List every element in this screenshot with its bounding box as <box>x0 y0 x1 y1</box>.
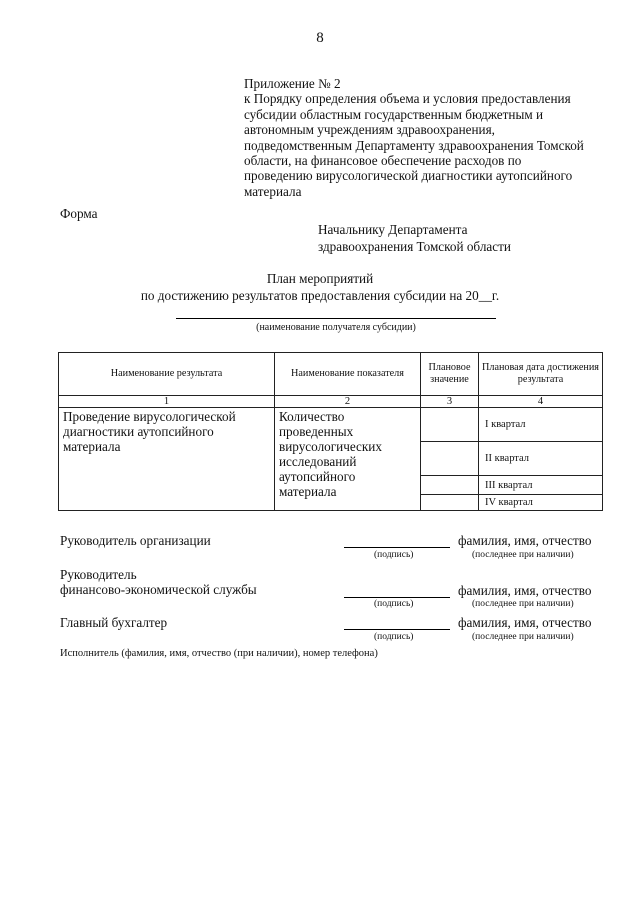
column-number: 1 <box>59 396 275 408</box>
appendix-line: к Порядку определения объема и условия предоставления <box>244 91 571 107</box>
appendix-header <box>244 76 614 199</box>
signature-caption: (подпись) <box>374 599 414 609</box>
plan-subtitle: по достижению результатов предоставления субсидии на 20__г. <box>140 288 500 303</box>
planned-value-cell <box>421 495 479 511</box>
finance-name-text: фамилия, имя, отчество <box>458 583 592 598</box>
recipient-name-line <box>176 318 496 319</box>
appendix-line: проведению вирусологической диагностики аутопсийного <box>244 168 573 184</box>
column-number: 3 <box>421 396 479 408</box>
signature-caption: (подпись) <box>374 550 414 560</box>
quarter-cell: III квартал <box>479 476 603 495</box>
plan-table <box>58 352 603 511</box>
addressee <box>318 221 511 255</box>
quarter-cell: II квартал <box>479 442 603 476</box>
name-caption: (последнее при наличии) <box>472 632 574 642</box>
planned-value-cell <box>421 408 479 442</box>
finance-signature-line <box>344 597 450 598</box>
addressee-line1: Начальнику Департамента <box>318 222 468 237</box>
finance-head-label <box>60 567 257 597</box>
header-result-name: Наименование результата <box>59 353 275 396</box>
result-name-cell: Проведение вирусологической диагностики аутопсийного материала <box>59 408 275 511</box>
finance-label-line2: финансово-экономической службы <box>60 582 257 597</box>
appendix-line: области, на финансовое обеспечение расходов по <box>244 153 522 169</box>
header-planned-date: Плановая дата достижения результата <box>479 353 603 396</box>
head-signature-line <box>344 547 450 548</box>
executor-line: Исполнитель (фамилия, имя, отчество (при наличии), номер телефона) <box>60 648 378 659</box>
recipient-caption: (наименование получателя субсидии) <box>256 322 416 333</box>
planned-value-cell <box>421 476 479 495</box>
accountant-signature-line <box>344 629 450 630</box>
appendix-line: подведомственным Департаменту здравоохранения Томской <box>244 137 584 153</box>
signature-caption: (подпись) <box>374 632 414 642</box>
accountant-label: Главный бухгалтер <box>60 615 168 630</box>
name-caption: (последнее при наличии) <box>472 550 574 560</box>
appendix-line: материала <box>244 183 302 199</box>
page-number: 8 <box>316 30 324 46</box>
plan-title-block <box>0 270 640 304</box>
appendix-line: Приложение № 2 <box>244 76 341 91</box>
indicator-name-cell: Количество проведенных вирусологических исследований аутопсийного материала <box>275 408 421 511</box>
appendix-line: субсидии областным государственным бюджетным и <box>244 106 544 122</box>
quarter-cell: I квартал <box>479 408 603 442</box>
plan-title: План мероприятий <box>266 271 374 286</box>
accountant-name-text: фамилия, имя, отчество <box>458 615 592 630</box>
finance-label-line1: Руководитель <box>60 567 137 582</box>
column-number: 4 <box>479 396 603 408</box>
quarter-cell: IV квартал <box>479 495 603 511</box>
column-number: 2 <box>275 396 421 408</box>
header-indicator-name: Наименование показателя <box>275 353 421 396</box>
head-label: Руководитель организации <box>60 533 211 548</box>
name-caption: (последнее при наличии) <box>472 599 574 609</box>
addressee-line2: здравоохранения Томской области <box>318 239 511 254</box>
head-name-text: фамилия, имя, отчество <box>458 533 592 548</box>
header-planned-value: Плановое значение <box>421 353 479 396</box>
appendix-line: автономным учреждениям здравоохранения, <box>244 122 495 138</box>
planned-value-cell <box>421 442 479 476</box>
form-label: Форма <box>60 206 98 221</box>
